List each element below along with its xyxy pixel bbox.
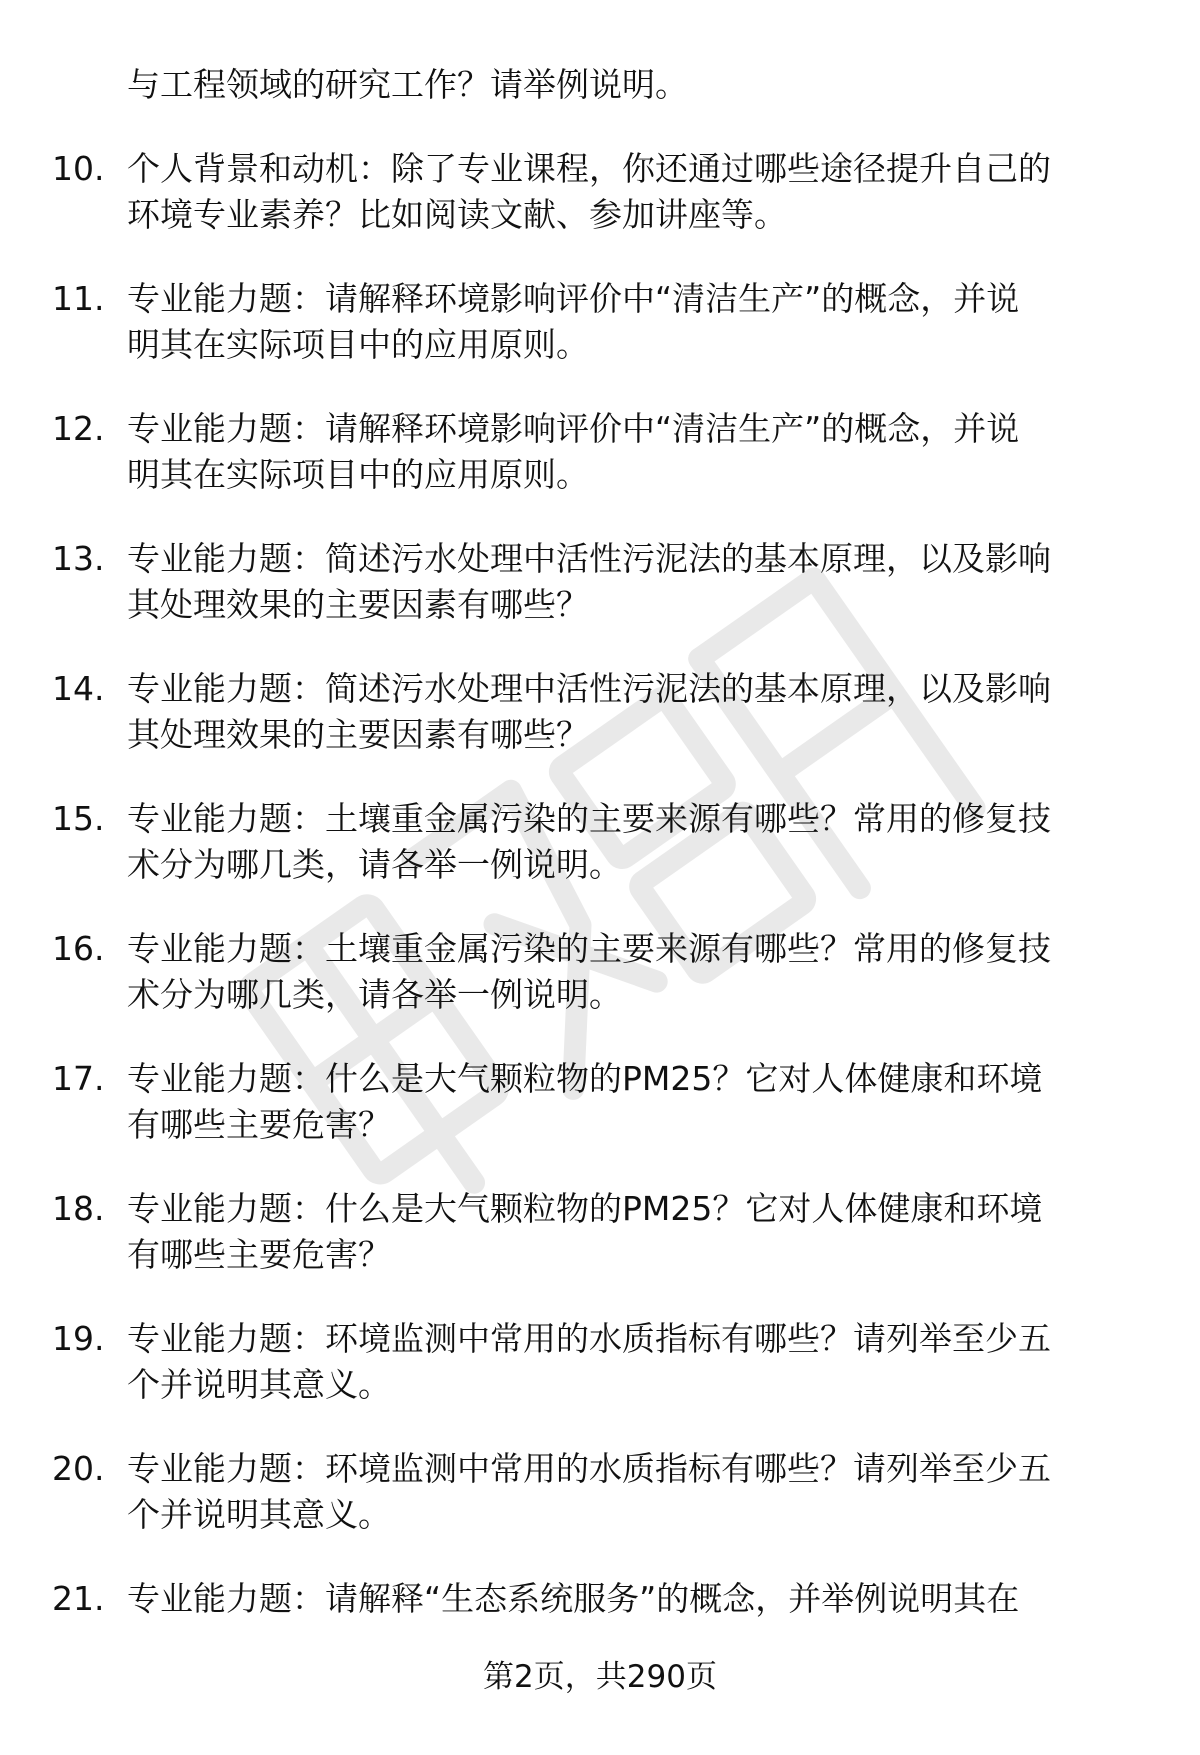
item-number: 20. (52, 1449, 105, 1488)
list-item (52, 276, 1152, 368)
question-list (52, 62, 1152, 1660)
list-item (52, 796, 1152, 888)
list-item (52, 926, 1152, 1018)
item-text: 专业能力题：环境监测中常用的水质指标有哪些？请列举至少五 (127, 1449, 1051, 1488)
item-number: 14. (52, 669, 105, 708)
item-text: 专业能力题：环境监测中常用的水质指标有哪些？请列举至少五 (127, 1319, 1051, 1358)
item-number: 17. (52, 1059, 105, 1098)
item-number: 10. (52, 149, 105, 188)
item-text: 明其在实际项目中的应用原则。 (127, 325, 589, 364)
list-item (52, 1186, 1152, 1278)
item-text: 专业能力题：简述污水处理中活性污泥法的基本原理，以及影响 (127, 669, 1051, 708)
item-text: 专业能力题：请解释“生态系统服务”的概念，并举例说明其在 (127, 1579, 1020, 1618)
item-text: 专业能力题：土壤重金属污染的主要来源有哪些？常用的修复技 (127, 799, 1051, 838)
item-number: 13. (52, 539, 105, 578)
list-item (52, 1576, 1152, 1622)
item-text: 其处理效果的主要因素有哪些？ (127, 715, 589, 754)
item-number: 18. (52, 1189, 105, 1228)
list-item (52, 146, 1152, 238)
item-text: 环境专业素养？比如阅读文献、参加讲座等。 (127, 195, 787, 234)
item-number: 15. (52, 799, 105, 838)
item-text: 个人背景和动机：除了专业课程，你还通过哪些途径提升自己的 (127, 149, 1051, 188)
page-footer: 第2页，共290页 (483, 1659, 717, 1695)
item-text: 术分为哪几类，请各举一例说明。 (127, 975, 622, 1014)
item-text: 专业能力题：请解释环境影响评价中“清洁生产”的概念，并说 (127, 409, 1020, 448)
item-text: 专业能力题：什么是大气颗粒物的PM25？它对人体健康和环境 (127, 1059, 1043, 1098)
item-text: 专业能力题：什么是大气颗粒物的PM25？它对人体健康和环境 (127, 1189, 1043, 1228)
list-item (52, 1316, 1152, 1408)
item-text: 专业能力题：简述污水处理中活性污泥法的基本原理，以及影响 (127, 539, 1051, 578)
continued-text: 与工程领域的研究工作？请举例说明。 (127, 65, 688, 104)
item-text: 术分为哪几类，请各举一例说明。 (127, 845, 622, 884)
item-text: 个并说明其意义。 (127, 1365, 391, 1404)
list-item (52, 1446, 1152, 1538)
item-text: 个并说明其意义。 (127, 1495, 391, 1534)
list-item (52, 406, 1152, 498)
item-text: 有哪些主要危害？ (127, 1105, 391, 1144)
item-text: 有哪些主要危害？ (127, 1235, 391, 1274)
list-item (52, 666, 1152, 758)
item-number: 12. (52, 409, 105, 448)
list-item (52, 1056, 1152, 1148)
item-text: 专业能力题：请解释环境影响评价中“清洁生产”的概念，并说 (127, 279, 1020, 318)
list-item (52, 536, 1152, 628)
item-number: 19. (52, 1319, 105, 1358)
item-text: 其处理效果的主要因素有哪些？ (127, 585, 589, 624)
item-number: 16. (52, 929, 105, 968)
item-text: 明其在实际项目中的应用原则。 (127, 455, 589, 494)
item-number: 21. (52, 1579, 105, 1618)
item-number: 11. (52, 279, 105, 318)
item-text: 专业能力题：土壤重金属污染的主要来源有哪些？常用的修复技 (127, 929, 1051, 968)
